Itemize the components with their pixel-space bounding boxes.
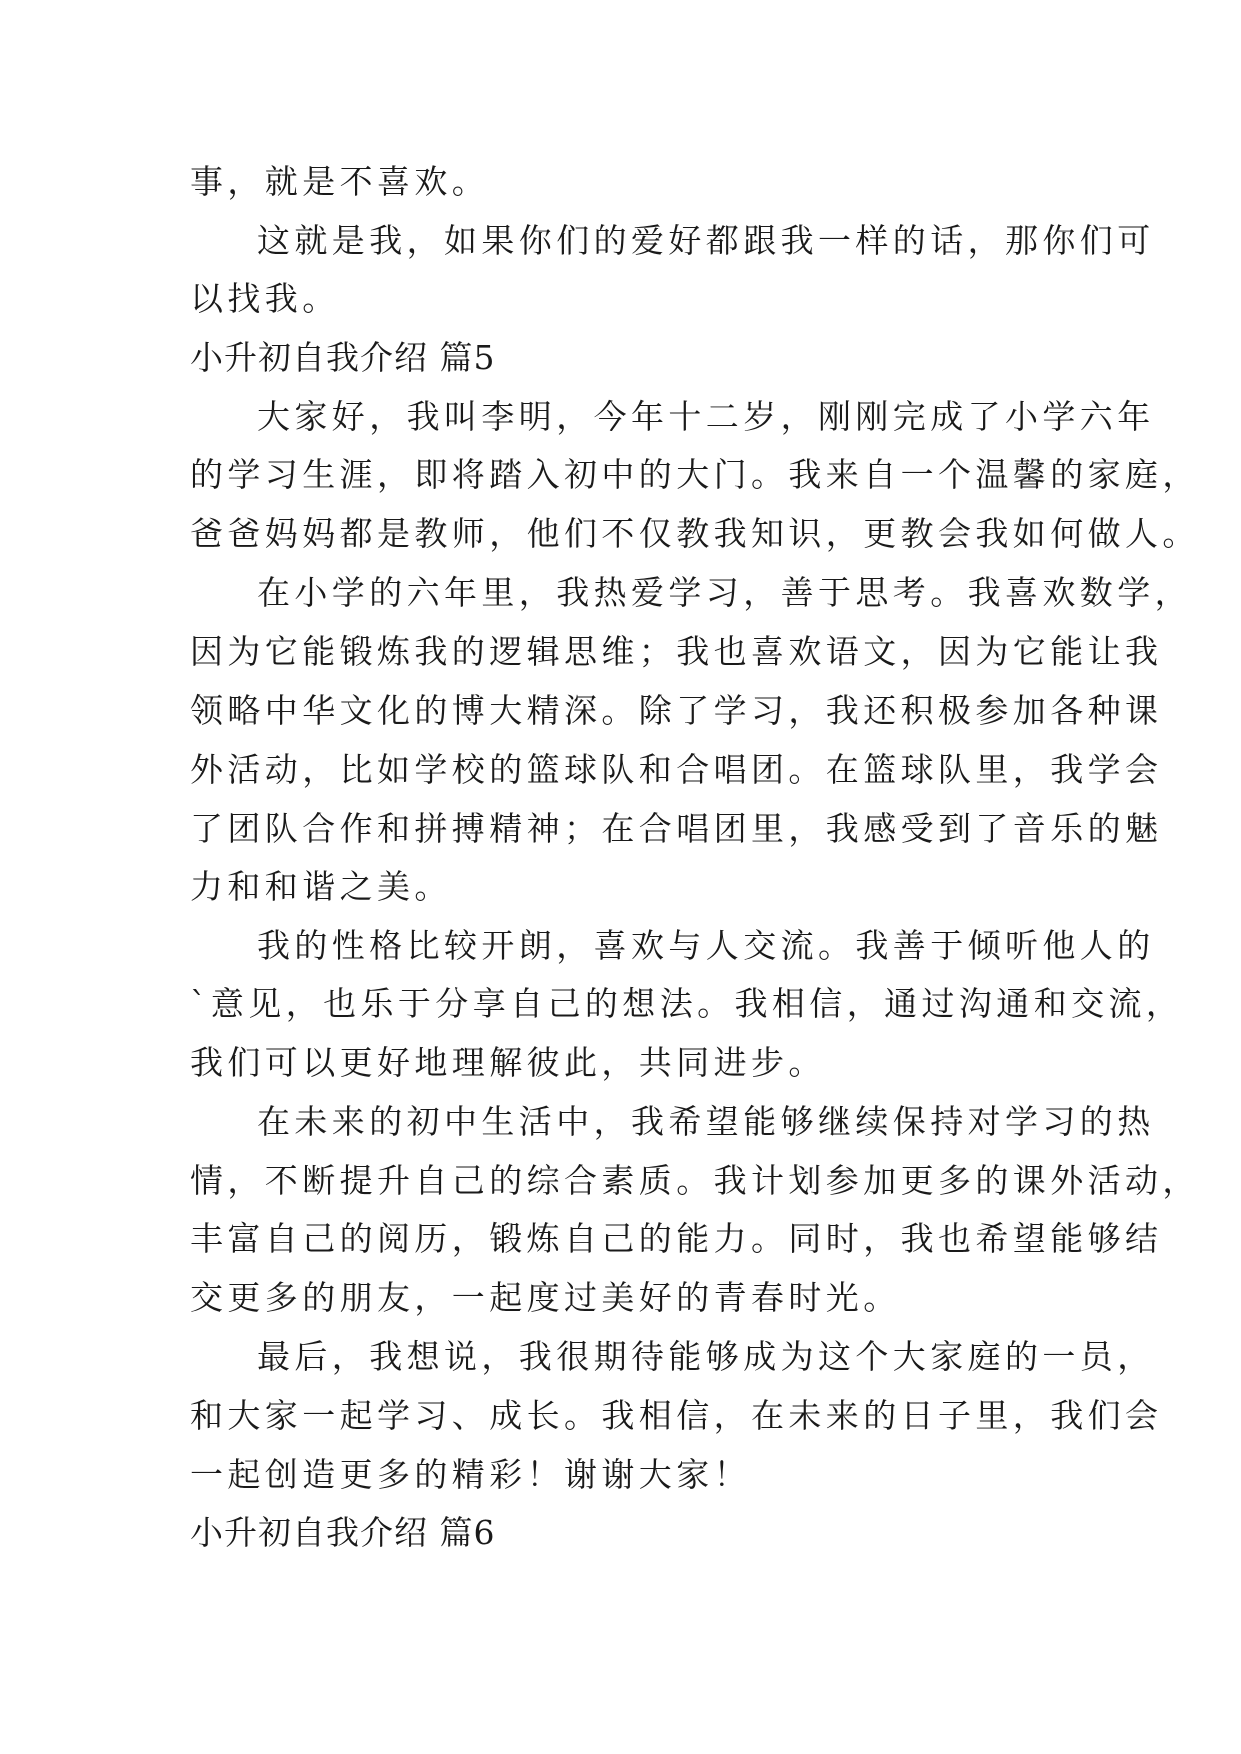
paragraph-start-line: 我的性格比较开朗，喜欢与人交流。我善于倾听他人的 [257,926,1155,965]
section-heading-5: 小升初自我介绍 篇5 [190,338,496,377]
text-line: 丰富自己的阅历，锻炼自己的能力。同时，我也希望能够结 [190,1219,1163,1258]
text-line: 一起创造更多的精彩！谢谢大家！ [190,1455,751,1494]
paragraph-start-line: 在小学的六年里，我热爱学习，善于思考。我喜欢数学， [257,573,1192,612]
text-line: 爸爸妈妈都是教师，他们不仅教我知识，更教会我如何做人。 [190,514,1200,553]
text-line: 我们可以更好地理解彼此，共同进步。 [190,1043,826,1082]
text-line: 力和和谐之美。 [190,867,452,906]
text-line: 和大家一起学习、成长。我相信，在未来的日子里，我们会 [190,1396,1163,1435]
text-line: 交更多的朋友，一起度过美好的青春时光。 [190,1278,901,1317]
text-line: 领略中华文化的博大精深。除了学习，我还积极参加各种课 [190,691,1163,730]
text-line: 外活动，比如学校的篮球队和合唱团。在篮球队里，我学会 [190,750,1163,789]
paragraph-start-line: 最后，我想说，我很期待能够成为这个大家庭的一员， [257,1337,1155,1376]
text-line: 因为它能锻炼我的逻辑思维；我也喜欢语文，因为它能让我 [190,632,1163,671]
text-line: 了团队合作和拼搏精神；在合唱团里，我感受到了音乐的魅 [190,809,1163,848]
text-line: 事，就是不喜欢。 [190,162,490,201]
paragraph-start-line: 大家好，我叫李明，今年十二岁，刚刚完成了小学六年 [257,397,1155,436]
text-line: `意见，也乐于分享自己的想法。我相信，通过沟通和交流， [190,984,1184,1023]
text-line: 的学习生涯，即将踏入初中的大门。我来自一个温馨的家庭， [190,455,1200,494]
section-heading-6: 小升初自我介绍 篇6 [190,1513,496,1552]
text-line: 情，不断提升自己的综合素质。我计划参加更多的课外活动， [190,1161,1200,1200]
paragraph-start-line: 在未来的初中生活中，我希望能够继续保持对学习的热 [257,1102,1155,1141]
text-line: 以找我。 [190,279,340,318]
paragraph-start-line: 这就是我，如果你们的爱好都跟我一样的话，那你们可 [257,221,1155,260]
